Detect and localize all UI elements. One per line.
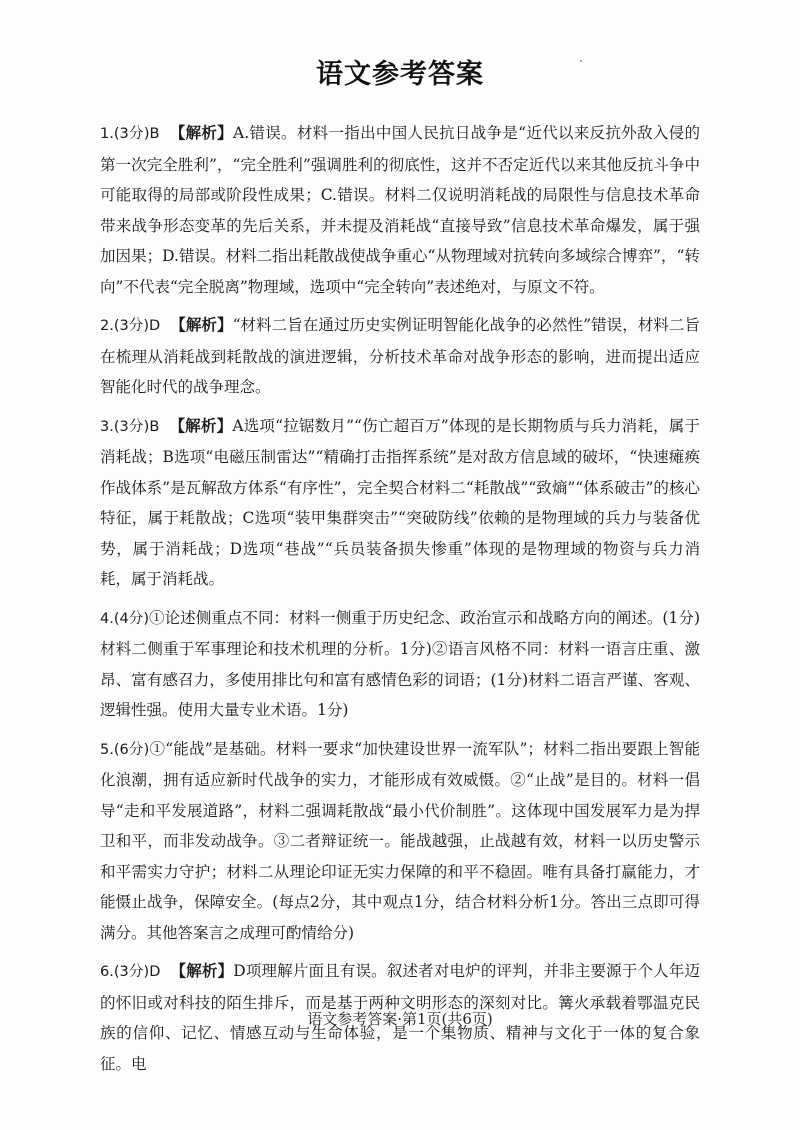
question-number: 6. bbox=[100, 964, 114, 980]
answer-choice: B bbox=[149, 418, 160, 435]
question-number: 1. bbox=[100, 126, 114, 142]
analysis-tag: 【解析】 bbox=[169, 123, 233, 142]
analysis-tag: 【解析】 bbox=[170, 961, 234, 980]
question-number: 2. bbox=[100, 318, 114, 334]
question-score: (4分) bbox=[113, 610, 149, 627]
answer-list bbox=[100, 118, 700, 1087]
question-score: (3分) bbox=[113, 318, 150, 334]
question-score: (3分) bbox=[113, 418, 150, 435]
answer-text: A选项“拉锯数月”“伤亡超百万”体现的是长期物质与兵力消耗，属于消耗战；B选项“电磁压制雷达”“精确打击指挥系统”是对敌方信息域的破坏，“快速瘫痪作战体系”是瓦解敌方体系“有序性”，完全契合材料二“耗散战”“致熵”“体系破击”的核心特征，属于耗散战；C选项“装甲集群突击”“突破防线”依赖的是物理域的兵力与装备优势，属于消耗战；D选项“巷战”“兵员装备损失惨重”体现的是物理域的物资与兵力消耗，属于消耗战。 bbox=[100, 416, 700, 588]
answer-item-2 bbox=[100, 310, 700, 403]
answer-text: ①“能战”是基础。材料一要求“加快建设世界一流军队”；材料二指出要跟上智能化浪潮，拥有适应新时代战争的实力，才能形成有效威慑。②“止战”是目的。材料一倡导“走和平发展道路”，材料二强调耗散战“最小代价制胜”。这体现中国发展军力是为捍卫和平，而非发动战争。③二者辩证统一。能战越强，止战越有效，材料一以历史警示和平需实力守护；材料二从理论印证无实力保障的和平不稳固。唯有具备打赢能力，才能慑止战争，保障安全。(每点2分，其中观点1分，结合材料分析1分。答出三点即可得满分。其他答案言之成理可酌情给分) bbox=[100, 739, 701, 942]
question-score: (3分) bbox=[113, 964, 150, 980]
question-number: 5. bbox=[100, 741, 114, 758]
question-score: (3分) bbox=[113, 126, 150, 142]
page-title: 语文参考答案 bbox=[316, 59, 484, 90]
answer-text: A.错误。材料一指出中国人民抗日战争是“近代以来反抗外敌入侵的第一次完全胜利”，“完全胜利”强调胜利的彻底性，这并不否定近代以来其他反抗斗争中可能取得的局部或阶段性成果；C.错误。材料二仅说明消耗战的局限性与信息技术革命带来战争形态变革的先后关系，并未提及消耗战“直接导致”信息技术革命爆发，属于强加因果；D.错误。材料二指出耗散战使战争重心“从物理域对抗转向多域综合博弈”，“转向”不代表“完全脱离”物理域，选项中“完全转向”表述绝对，与原文不符。 bbox=[100, 124, 700, 296]
answer-item-4 bbox=[100, 603, 700, 726]
answer-text: “材料二旨在通过历史实例证明智能化战争的必然性”错误，材料二旨在梳理从消耗战到耗散战的演进逻辑，分析技术革命对战争形态的影响，进而提出适应智能化时代的战争理念。 bbox=[100, 316, 700, 396]
question-number: 3. bbox=[100, 418, 114, 435]
page-footer: 语文参考答案·第1页(共6页) bbox=[307, 1010, 493, 1028]
analysis-tag: 【解析】 bbox=[169, 415, 233, 435]
answer-choice: D bbox=[149, 964, 161, 980]
answer-choice: B bbox=[149, 126, 160, 142]
answer-choice: D bbox=[149, 318, 161, 334]
answer-item-5 bbox=[100, 734, 700, 949]
answer-item-3 bbox=[100, 411, 700, 595]
answer-text: ①论述侧重点不同：材料一侧重于历史纪念、政治宣示和战略方向的阐述。(1分)材料二侧重于军事理论和技术机理的分析。1分)②语言风格不同：材料一语言庄重、激昂、富有感召力，多使用排比句和富有感情色彩的词语；(1分)材料二语言严谨、客观、逻辑性强。使用大量专业术语。1分) bbox=[100, 608, 700, 719]
analysis-tag: 【解析】 bbox=[170, 315, 233, 334]
answer-item-1 bbox=[100, 118, 700, 302]
question-score: (6分) bbox=[113, 741, 150, 758]
answer-text: D项理解片面且有误。叙述者对电炉的评判，并非主要源于个人年迈的怀旧或对科技的陌生排斥，而是基于两种文明形态的深刻对比。篝火承载着鄂温克民族的信仰、记忆、情感互动与生命体验，是一个集物质、精神与文化于一体的复合象征。电 bbox=[100, 962, 700, 1073]
question-number: 4. bbox=[100, 610, 114, 627]
